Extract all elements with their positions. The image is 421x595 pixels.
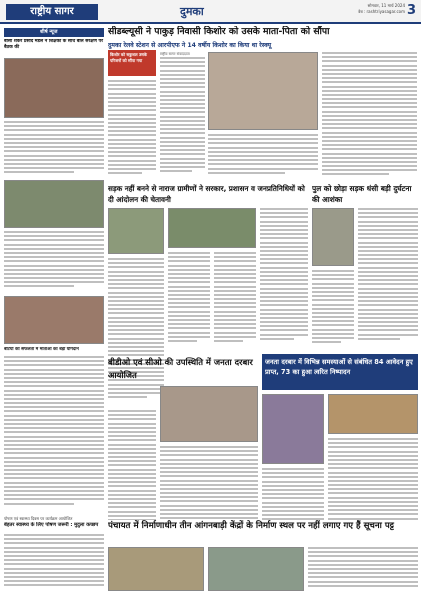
photo-handover bbox=[208, 52, 318, 130]
photo-site bbox=[208, 547, 304, 591]
page-number: 3 bbox=[407, 3, 417, 18]
main-body-col4 bbox=[322, 52, 417, 180]
date-line: सोमवार, 11 मार्च 2024 bbox=[367, 3, 405, 8]
road-body-a bbox=[108, 258, 164, 406]
edition-meta bbox=[330, 3, 405, 15]
photo-officials bbox=[262, 394, 324, 464]
bridge-body-b bbox=[358, 208, 418, 352]
photo-construction bbox=[108, 547, 204, 591]
left-top-body bbox=[4, 121, 104, 177]
road-headline: सड़क नहीं बनने से नाराज ग्रामीणों ने सरकार, प्रशासन व जनप्रतिनिधियों को दी आंदोलन की चेतावनी bbox=[108, 184, 305, 204]
main-body-col2 bbox=[160, 52, 205, 182]
road-body-d bbox=[260, 208, 308, 352]
photo-group bbox=[4, 180, 104, 228]
janata-headline: जनता दरबार में विभिन्न समस्याओं से संबंधित 84 आवेदन हुए प्राप्त, 73 का हुआ त्वरित निष्पादन bbox=[265, 358, 413, 376]
photo-janata-darbar bbox=[160, 386, 258, 442]
anganwadi-body bbox=[308, 547, 418, 591]
main-headline: सीडब्ल्यूसी ने पाकुड़ निवासी किशोर को उसके माता-पिता को सौंपा bbox=[108, 26, 330, 37]
left-bottom-headline: बेहतर स्वास्थ्य के लिए पोषण जरूरी : मुदुला कच्छप bbox=[4, 522, 99, 528]
main-subhead: दुमका रेलवे स्टेशन से आरपीएफ ने 14 वर्षीय किशोर का किया था रेस्क्यू bbox=[108, 42, 272, 49]
photo-bridge bbox=[312, 208, 354, 266]
photo-road bbox=[168, 208, 256, 248]
bridge-headline: पुल को छोड़ा सड़क धंसी बड़ी दुर्घटना की आशंका bbox=[312, 184, 412, 204]
photo-mothers bbox=[4, 296, 104, 344]
left-body-2 bbox=[4, 231, 104, 293]
bridge-body-a bbox=[312, 270, 354, 352]
news-strip-label: शीर्ष न्यूज bbox=[40, 29, 58, 35]
main-byline: राष्ट्रीय सागर संवाददाता bbox=[160, 52, 190, 56]
main-body-col3 bbox=[208, 134, 318, 182]
photo-villagers bbox=[108, 208, 164, 254]
inset-quote: किशोर को सकुशल उसके परिजनों को सौंपा गया bbox=[110, 52, 147, 63]
left-bottom-kicker: पोषण एवं स्वास्थ्य दिवस पर कार्यक्रम आयोजित bbox=[4, 516, 73, 521]
main-body-col1 bbox=[108, 80, 156, 182]
left-mid-body bbox=[4, 356, 104, 514]
bdo-headline: बीडीओ एवं सीओ की उपस्थिति में जनता दरबार आयोजित bbox=[108, 357, 253, 380]
city-name: दुमका bbox=[180, 5, 204, 18]
road-body-b bbox=[168, 252, 210, 352]
road-body-c bbox=[214, 252, 256, 352]
left-mid-headline: बेटियों की सफलता में माताओं का बड़ा योगदान bbox=[4, 347, 79, 352]
photo-applicants bbox=[328, 394, 418, 434]
left-bottom-body bbox=[4, 534, 104, 592]
edition-info: वेब : rashtriyasagar.com bbox=[358, 9, 405, 14]
photo-meeting bbox=[4, 58, 104, 118]
paper-name: राष्ट्रीय सागर bbox=[6, 4, 98, 20]
anganwadi-headline: पंचायत में निर्माणाधीन तीन आंगनबाड़ी केंद्रों के निर्माण स्थल पर नहीं लगाए गए हैं सूचना पट्ट bbox=[108, 520, 418, 532]
left-top-headline: बासी शंकर प्रसाद मंडल ने शिक्षकों के साथ बाल संरक्षण पर बैठक की bbox=[4, 39, 103, 50]
